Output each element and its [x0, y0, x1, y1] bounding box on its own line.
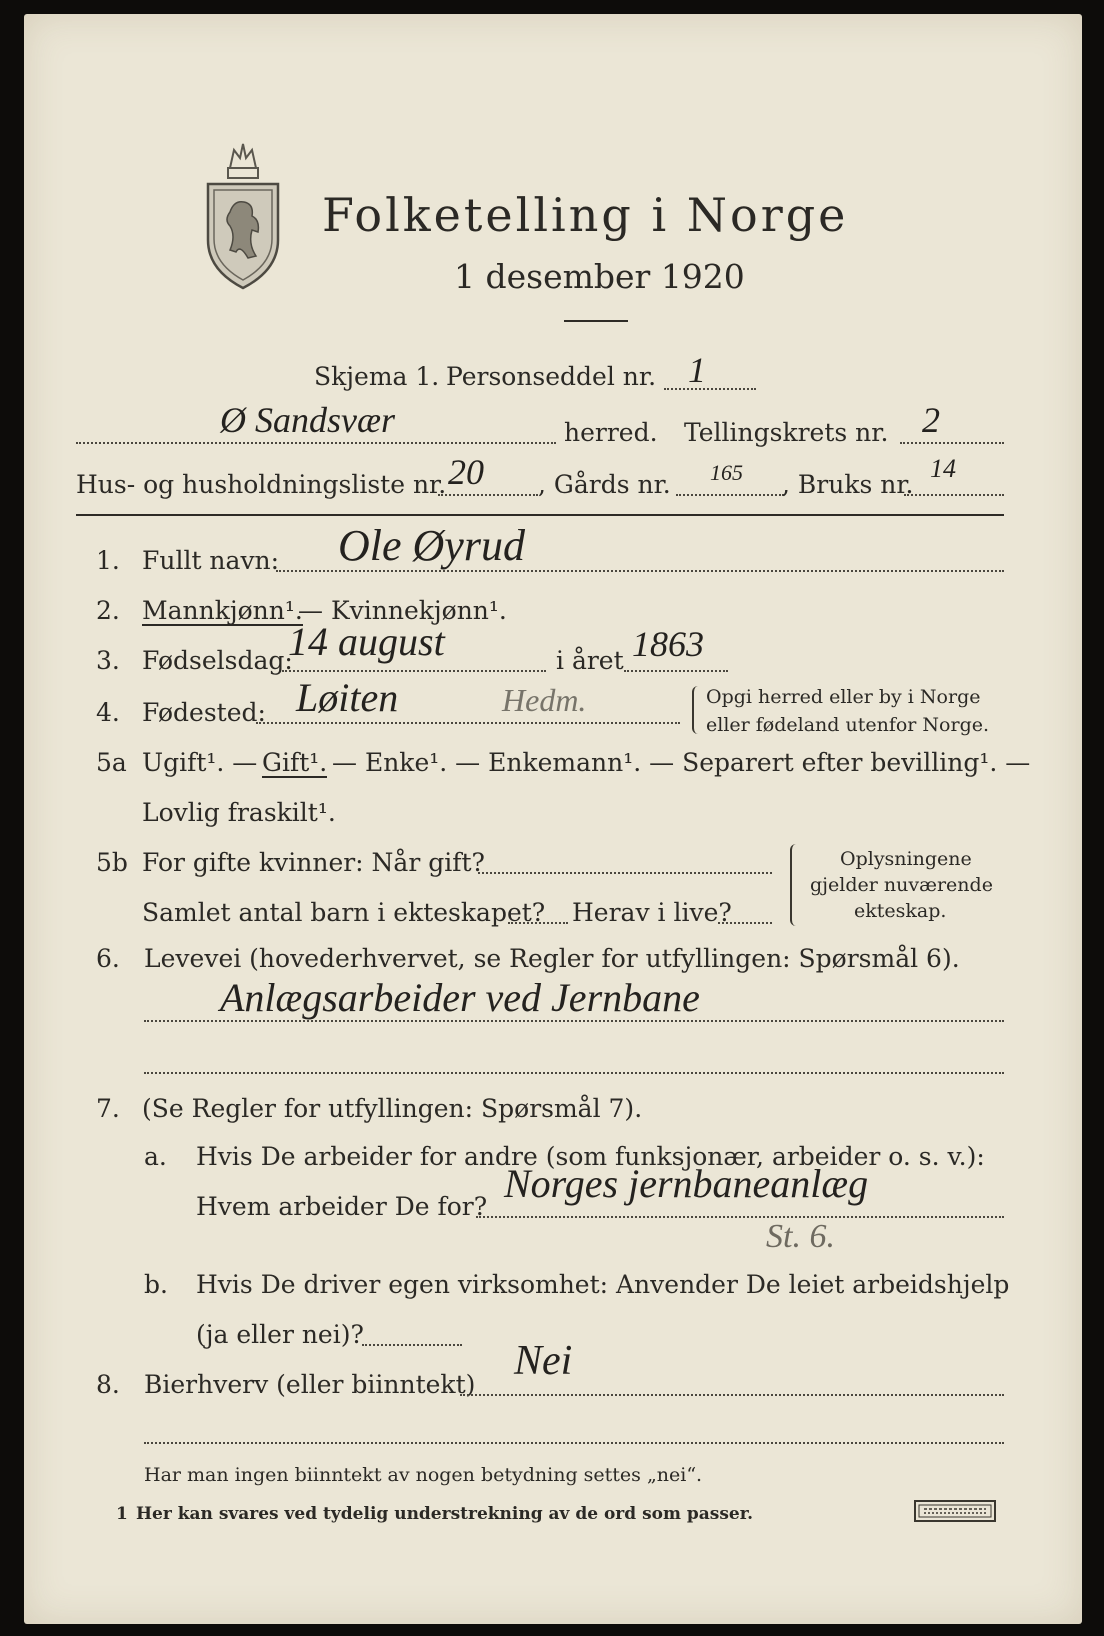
- birthplace-label: Fødested:: [142, 698, 266, 727]
- footnote-text: Her kan svares ved tydelig understrekning av de ord som passer.: [136, 1504, 754, 1524]
- q8-number: 8.: [96, 1370, 120, 1399]
- male-option[interactable]: Mannkjønn¹.: [142, 596, 303, 625]
- when-married-field-line: [478, 872, 772, 874]
- self-employed-label: Hvis De driver egen virksomhet: Anvender De leiet arbeidshjelp: [196, 1270, 1010, 1299]
- q1-number: 1.: [96, 546, 120, 575]
- q5a-number: 5a: [96, 748, 127, 777]
- children-count-field-line: [508, 922, 568, 924]
- tellingskrets-label: Tellingskrets nr.: [684, 418, 889, 447]
- side-income-value[interactable]: Nei: [514, 1338, 573, 1384]
- bruks-value[interactable]: 14: [930, 454, 956, 483]
- employer-field-line: [476, 1216, 1004, 1218]
- occupation-value[interactable]: Anlægsarbeider ved Jernbane: [220, 975, 700, 1020]
- q5b-number: 5b: [96, 848, 128, 877]
- q2-number: 2.: [96, 596, 120, 625]
- tellingskrets-value[interactable]: 2: [922, 400, 940, 440]
- herred-field-line: [76, 442, 556, 444]
- husliste-value[interactable]: 20: [448, 452, 484, 492]
- schema-label: Skjema 1.: [314, 362, 440, 391]
- side-income-label: Bierhverv (eller biinntekt): [144, 1370, 476, 1399]
- birthday-field-line: [282, 670, 546, 672]
- gards-label: , Gårds nr.: [538, 470, 671, 499]
- occupation-field-line-2: [144, 1072, 1004, 1074]
- bruks-field-line: [904, 494, 1004, 496]
- title-divider: [564, 320, 628, 322]
- employer-value[interactable]: Norges jernbaneanlæg: [504, 1161, 869, 1206]
- q6-number: 6.: [96, 944, 120, 973]
- when-married-label: For gifte kvinner: Når gift?: [142, 848, 485, 877]
- q7b-letter: b.: [144, 1270, 168, 1299]
- employer-label: Hvem arbeider De for?: [196, 1192, 488, 1221]
- marriage-note-brace: [790, 844, 800, 926]
- marriage-note-line2: gjelder nuværende: [810, 874, 993, 896]
- norwegian-coat-of-arms-icon: [200, 140, 286, 290]
- q4-number: 4.: [96, 698, 120, 727]
- birthplace-note-line2: eller fødeland utenfor Norge.: [706, 714, 990, 736]
- female-option[interactable]: — Kvinnekjønn¹.: [298, 596, 507, 625]
- hired-help-label: (ja eller nei)?: [196, 1320, 364, 1349]
- full-name-value[interactable]: Ole Øyrud: [338, 521, 525, 570]
- full-name-label: Fullt navn:: [142, 546, 280, 575]
- birthplace-value[interactable]: Løiten: [296, 675, 399, 720]
- personseddel-label: Personseddel nr.: [446, 362, 657, 391]
- birthplace-field-line: [256, 722, 680, 724]
- printer-stamp-icon: [914, 1500, 996, 1522]
- full-name-field-line: [276, 570, 1004, 572]
- herred-label: herred.: [564, 418, 658, 447]
- personseddel-value[interactable]: 1: [688, 350, 706, 390]
- hired-help-field-line: [362, 1344, 462, 1346]
- marital-status-other-options[interactable]: — Enke¹. — Enkemann¹. — Separert efter bevilling¹. —: [332, 748, 1031, 777]
- birth-year-label: i året: [556, 646, 624, 675]
- birthplace-county-value[interactable]: Hedm.: [502, 682, 587, 718]
- q7-number: 7.: [96, 1094, 120, 1123]
- unmarried-option[interactable]: Ugift¹. —: [142, 748, 258, 777]
- personseddel-field-line: [664, 388, 756, 390]
- birth-year-value[interactable]: 1863: [632, 624, 704, 664]
- birthplace-note-brace: [692, 686, 702, 734]
- husliste-label: Hus- og husholdningsliste nr.: [76, 470, 447, 499]
- occupation-field-line-1: [144, 1020, 1004, 1022]
- married-option[interactable]: Gift¹.: [262, 748, 328, 777]
- employer-note: St. 6.: [766, 1218, 835, 1255]
- children-count-label: Samlet antal barn i ekteskapet?: [142, 898, 546, 927]
- census-form-sheet: [24, 14, 1082, 1624]
- divorced-option[interactable]: Lovlig fraskilt¹.: [142, 798, 336, 827]
- birthday-value[interactable]: 14 august: [288, 619, 445, 664]
- employee-label: Hvis De arbeider for andre (som funksjonær, arbeider o. s. v.):: [196, 1142, 985, 1171]
- birth-year-field-line: [624, 670, 728, 672]
- header-divider: [76, 514, 1004, 516]
- q7-label: (Se Regler for utfyllingen: Spørsmål 7).: [142, 1094, 643, 1123]
- side-income-field-line-2: [144, 1442, 1004, 1444]
- bruks-label: , Bruks nr.: [782, 470, 914, 499]
- husliste-field-line: [438, 494, 538, 496]
- marriage-note-line1: Oplysningene: [840, 848, 972, 870]
- footnote-number: 1: [116, 1504, 128, 1524]
- side-income-field-line: [460, 1394, 1004, 1396]
- marriage-note-line3: ekteskap.: [854, 900, 947, 922]
- tellingskrets-field-line: [900, 442, 1004, 444]
- gards-value[interactable]: 165: [710, 460, 743, 485]
- census-date: 1 desember 1920: [454, 257, 745, 296]
- herred-value[interactable]: Ø Sandsvær: [220, 400, 396, 440]
- side-income-note: Har man ingen biinntekt av nogen betydning settes „nei“.: [144, 1464, 703, 1486]
- birthplace-note-line1: Opgi herred eller by i Norge: [706, 686, 981, 708]
- gards-field-line: [676, 494, 784, 496]
- birthday-label: Fødselsdag:: [142, 646, 293, 675]
- children-alive-field-line: [718, 922, 772, 924]
- occupation-label: Levevei (hovederhvervet, se Regler for utfyllingen: Spørsmål 6).: [144, 944, 960, 973]
- q7a-letter: a.: [144, 1142, 167, 1171]
- children-alive-label: Herav i live?: [572, 898, 732, 927]
- form-title: Folketelling i Norge: [322, 188, 849, 242]
- q3-number: 3.: [96, 646, 120, 675]
